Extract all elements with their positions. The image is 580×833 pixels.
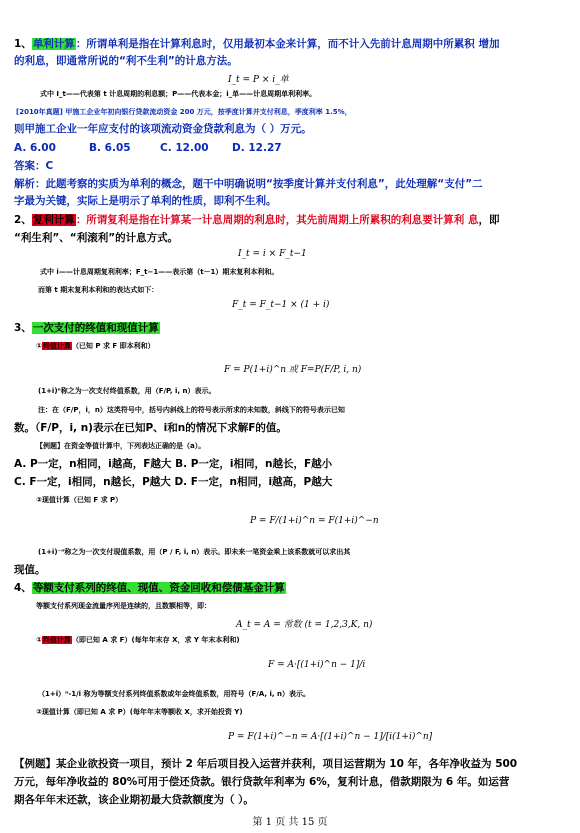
s3-example-heading: 【例题】在资金等值计算中，下列表达正确的是（a）。 bbox=[36, 442, 206, 450]
s1-exam-line1: [2010年真题] 甲施工企业年初向银行贷款流动资金 200 万元，按季度计算并支付利息，季度利率 1.5%， bbox=[16, 108, 352, 116]
s3-sub1 bbox=[36, 338, 580, 354]
s3-sub2: ②现值计算（已知 F 求 P） bbox=[36, 496, 123, 504]
s4-heading: 等额支付系列的终值、现值、资金回收和偿债基金计算 bbox=[32, 582, 285, 594]
s3-heading: 一次支付的终值和现值计算 bbox=[32, 322, 159, 334]
s4-sub2: ②现值计算（即已知 A 求 P）(每年年末等额收 X，求开始投资 Y) bbox=[36, 708, 243, 716]
s2-line1 bbox=[14, 212, 570, 228]
s1-line1 bbox=[14, 36, 570, 52]
s4-formula-0: A_t = A = 常数 (t = 1,2,3,K, n) bbox=[236, 620, 373, 630]
s2-definition-1: ：所谓复利是指在计算某一计息周期的利息时，其先前周期上所累积的利息要计算利 息 bbox=[75, 214, 479, 226]
s4-description-1: （1+i）ⁿ-1/i 称为等额支付系列终值系数或年金终值系数，用符号（F/A, i, n）表示。 bbox=[38, 690, 310, 698]
s3-note-1: 注：在（F/P，i，n）这类符号中，括号内斜线上的符号表示所求的未知数，斜线下的符号表示已知 bbox=[38, 406, 345, 414]
s1-option-d: D. 12.27 bbox=[232, 142, 282, 154]
s2-definition-tail: ，即 bbox=[478, 214, 500, 226]
s1-formula: I_t = P × i_单 bbox=[228, 75, 289, 85]
s3-formula-1: F = P(1+i)^n 或 F=P(F/P, i, n) bbox=[224, 365, 362, 375]
s4-example-line2: 万元，每年净收益的 80%可用于偿还贷款。银行贷款年利率为 6%，复利计息，借款期限为 6 年。如运营 bbox=[14, 776, 510, 788]
s1-option-b: B. 6.05 bbox=[89, 142, 131, 154]
s3-number: 3、 bbox=[14, 322, 32, 334]
s4-number: 4、 bbox=[14, 582, 32, 594]
s1-exam-line2: 则甲施工企业一年应支付的该项流动资金贷款利息为（ ）万元。 bbox=[14, 123, 312, 135]
s1-option-c: C. 12.00 bbox=[160, 142, 209, 154]
s4-sub1-marker: ① bbox=[36, 636, 42, 644]
s1-analysis-1: 解析：此题考察的实质为单利的概念，题干中明确说明“按季度计算并支付利息”，此处理解“支付”二 bbox=[14, 178, 483, 190]
s2-formula-2: F_t = F_t−1 × (1 + i) bbox=[232, 300, 330, 310]
s3-description-1: (1+i)ⁿ称之为一次支付终值系数，用（F/P, i, n）表示。 bbox=[38, 387, 216, 395]
s4-sub1-rest: （即已知 A 求 F）(每年年末存 X，求 Y 年末本利和) bbox=[71, 636, 240, 644]
s1-option-a: A. 6.00 bbox=[14, 142, 56, 154]
s1-definition-1: ：所谓单利是指在计算利息时，仅用最初本金来计算，而不计入先前计息周期中所累积 增加 bbox=[75, 38, 500, 50]
s4-example-line3: 期各年年末还款，该企业期初最大贷款额度为（ ）。 bbox=[14, 794, 254, 806]
s4-formula-1: F = A·[(1+i)^n − 1]/i bbox=[268, 660, 366, 670]
s3-note-2: 数。（F/P，i, n)表示在已知P、i和n的情况下求解F的值。 bbox=[14, 422, 287, 434]
s2-heading: 复利计算 bbox=[32, 214, 75, 226]
s4-sub1-heading: 终值计算 bbox=[42, 636, 71, 644]
s4-formula-2: P = F(1+i)^−n = A·[(1+i)^n − 1]/[i(1+i)^n] bbox=[228, 732, 433, 742]
s3-sub1-marker: ① bbox=[36, 342, 42, 350]
s3-sub1-rest: （已知 P 求 F 即本利和） bbox=[71, 342, 155, 350]
s3-heading-line bbox=[14, 320, 570, 336]
s1-number: 1、 bbox=[14, 38, 32, 50]
s1-analysis-2: 字最为关键，实际上是明示了单利的性质，即利不生利。 bbox=[14, 195, 277, 207]
s3-formula-2: P = F/(1+i)^n = F(1+i)^−n bbox=[250, 516, 379, 526]
s1-heading: 单利计算 bbox=[32, 38, 75, 50]
s2-definition-2: “利生利”、“利滚利”的计息方式。 bbox=[14, 232, 179, 244]
s4-example-line1: 【例题】某企业欲投资一项目，预计 2 年后项目投入运营并获利，项目运营期为 10 年，各年净收益为 500 bbox=[14, 758, 518, 770]
s2-expression-intro: 而第 t 期末复利本利和的表达式如下： bbox=[38, 286, 159, 294]
page-footer: 第 1 页 共 15 页 bbox=[252, 817, 328, 828]
s2-formula-1: I_t = i × F_t−1 bbox=[238, 249, 307, 259]
s3-description-2a: (1+i)⁻ⁿ称之为一次支付现值系数，用（P / F, i, n）表示。即未来一笔资金乘上该系数就可以求出其 bbox=[38, 548, 351, 556]
s4-sub1 bbox=[36, 632, 580, 648]
s4-intro: 等额支付系列现金流量序列是连续的，且数额相等，即： bbox=[36, 602, 211, 610]
s2-variables: 式中 i——计息周期复利利率；F_t−1——表示第（t－1）期末复利本利和。 bbox=[40, 268, 279, 276]
s3-options-row2: C. F一定，i相同，n越长，P越大 D. F一定，n相同，i越高，P越大 bbox=[14, 476, 333, 488]
s2-number: 2、 bbox=[14, 214, 32, 226]
s1-variables: 式中 I_t——代表第 t 计息周期的利息额；P——代表本金；i_单——计息周期单利利率。 bbox=[40, 90, 317, 98]
s4-heading-line bbox=[14, 580, 570, 596]
s1-definition-2: 的利息，即通常所说的“利不生利”的计息方法。 bbox=[14, 55, 238, 67]
s3-sub1-heading: 终值计算 bbox=[42, 342, 71, 350]
s3-options-row1: A. P一定，n相同，i越高，F越大 B. P一定，i相同，n越长，F越小 bbox=[14, 458, 333, 470]
s1-answer: 答案：C bbox=[14, 160, 54, 172]
s3-description-2b: 现值。 bbox=[14, 564, 46, 576]
